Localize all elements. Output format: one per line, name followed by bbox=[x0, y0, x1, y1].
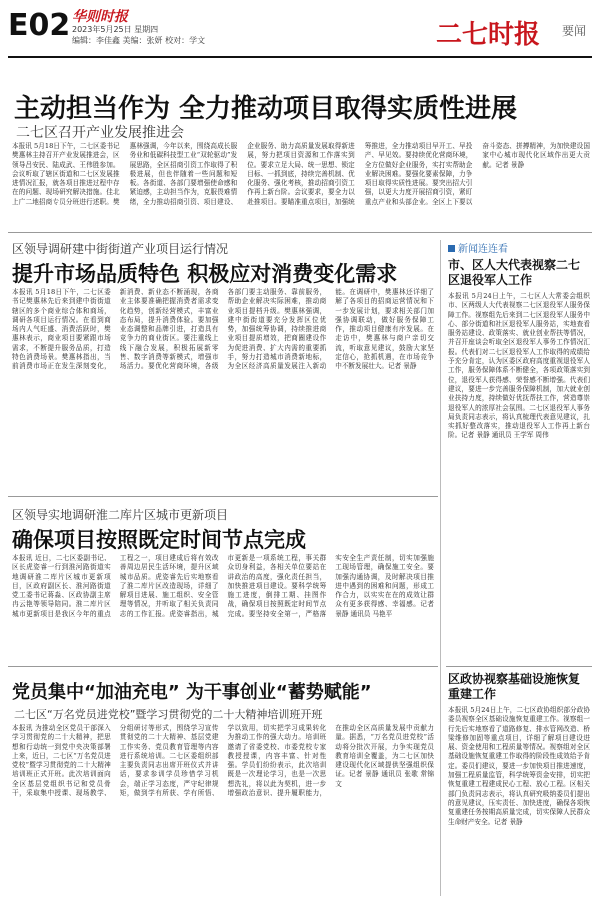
date-text: 2023年5月25日 星期四 bbox=[72, 25, 159, 34]
article3-kicker: 区领导实地调研淮二库片区城市更新项目 bbox=[12, 508, 229, 522]
article4-headline: 党员集中“加油充电” 为干事创业“蓄势赋能” bbox=[12, 682, 372, 703]
article2-kicker: 区领导调研建中街街道产业项目运行情况 bbox=[12, 242, 229, 256]
lead-headline: 主动担当作为 全力推动项目取得实质性进展 bbox=[14, 94, 518, 124]
paper-name: 二七时报 bbox=[435, 20, 540, 50]
sidebar-item2-title: 区政协视察基础设施恢复重建工作 bbox=[448, 672, 581, 701]
separator bbox=[8, 496, 438, 497]
sidebar-item1-body: 本报讯 5月24日上午，二七区人大常委会组织市、区两级人大代表视察二七区退役军人服务保障工作。视察组先后来到二七区退役军人服务中心、部分街道和社区退役军人服务站，实地查看服务站建设、政策落实、就业创业帮扶等情况，并召开座谈会听取全区退役军人事务工作情况汇报。代表们对二七区退役军人工作取得的成绩给予充分肯定，认为区委区政府高度重视退役军人工作，服务保障体系不断健全，各项政策落实到位，退役军人获得感、荣誉感不断增强。代表们建议，要进一步完善服务保障机制，加大就业创业扶持力度，持续做好优抚帮扶工作，营造尊崇退役军人的浓厚社会氛围。二七区退役军人事务局负责同志表示，将认真梳理代表意见建议，扎实抓好整改落实，推动退役军人工作再上新台阶。记者 景静 通讯员 王学军 周伟 bbox=[448, 292, 590, 440]
separator bbox=[8, 666, 438, 667]
sidebar-tag bbox=[448, 240, 508, 255]
separator bbox=[8, 232, 592, 233]
square-icon bbox=[448, 245, 455, 252]
sidebar-tag-text: 新闻连连看 bbox=[458, 244, 508, 255]
lead-body: 本报讯 5月18日下午，二七区委书记樊惠林主持召开产业发展推进会，区领导吕安民、陆成武、王伟胜参加。会议听取了辖区街道和二七区发展推进情况汇报，就各项目推进过程中存在的问题、现场研究解决措施。佳北上广二地招商专员分班进行述职。樊惠林强调，今年以来，围绕高成长服务业和低碳科技型工业“双轮驱动”发展思路，全区招商引资工作取得了积极进展，但也伴随着一些问题和短板。各街道、各部门要增强使命感和紧迫感，主动担当作为，克服畏难情绪，全力推动招商引资、项目建设、企业服务、助力高质量发展取得新进展，努力把项目资源和工作落实到位。要求立足大局、统一思想、锁定目标、一抓到底，持续完善机制、优化服务、强化考核，推动招商引资工作再上新台阶。会议要求，要全力以赴推项目。要瞄准重点项目，加强统筹推进，全力推动项目早开工、早投产、早见效。要持续优化营商环境，全方位做好企业服务，实打实帮助企业解决困难。要强化要素保障，力争项目取得实质性进展。要突出招大引强，以更大力度开展招商引资，紧盯重点产业和头部企业。全区上下要以奋斗姿态、拼搏精神，为加快建设国家中心城市现代化区域作出更大贡献。记者 景静 bbox=[12, 142, 590, 206]
section-name: 要闻 bbox=[561, 24, 586, 38]
sidebar-item1-title: 市、区人大代表视察二七区退役军人工作 bbox=[448, 258, 581, 287]
sidebar-divider bbox=[440, 240, 441, 896]
date-line bbox=[72, 24, 205, 46]
article2-headline: 提升市场品质特色 积极应对消费变化需求 bbox=[12, 262, 398, 286]
header-rule bbox=[8, 56, 592, 58]
separator bbox=[446, 666, 592, 667]
article2-body: 本报讯 5月18日下午，二七区委书记樊惠林先后来到建中街街道辖区的多个商业综合体和商场，调研各项目运行情况。在看到商场内人气旺盛、消费活跃时，樊惠林表示，商业项目要紧跟市场需求，不断提升服务品质，打造特色消费场景。樊惠林指出，当前消费市场正在发生深刻变化，新消费、新业态不断涌现，各商业主体要准确把握消费者需求变化趋势，创新经营模式，丰富业态布局，提升消费体验。要加强业态调整和品牌引进，打造具有竞争力的商业街区。要注重线上线下融合发展，积极拓展新零售、数字消费等新模式，增强市场活力。要优化营商环境，各级各部门要主动服务、靠前服务，帮助企业解决实际困难，推动商业项目提档升级。樊惠林强调，建中街街道要充分发挥区位优势，加强统筹协调，持续推进商业项目提质增效，把商圈建设作为促进消费、扩大内需的重要抓手，努力打造城市消费新地标，为全区经济高质量发展注入新动能。在调研中，樊惠林还详细了解了各项目的招商运营情况和下一步发展计划，要求相关部门加强协调联动，做好服务保障工作，推动项目健康有序发展。在走访中，樊惠林与商户亲切交流，听取意见建议，鼓励大家坚定信心，抢抓机遇，在市场竞争中不断发展壮大。记者 景静 bbox=[12, 288, 434, 371]
editors-text: 编辑：李佳鑫 美编：张妍 校对：学文 bbox=[72, 36, 206, 45]
sidebar-item2-body: 本报讯 5月24日上午，二七区政协组织部分政协委员视察全区基础设施恢复重建工作。视察组一行先后实地察看了道路修复、排水管网改造、桥梁维修加固等重点项目，详细了解项目建设进展、资金使用和工程质量等情况。视察组对全区基础设施恢复重建工作取得的阶段性成效给予肯定。委员们建议，要进一步加快项目推进速度，加强工程质量监管，科学统筹资金安排，切实把恢复重建工程建成民心工程、放心工程。区相关部门负责同志表示，将认真研究吸纳委员们提出的意见建议，压实责任、加快进度，确保各项恢复重建任务按期高质量完成，切实保障人民群众生命财产安全。记者 景静 bbox=[448, 706, 590, 826]
article4-body: 本报讯 为推动全区党员干部深入学习贯彻党的二十大精神，把思想和行动统一到党中央决策部署上来，近日，二七区“万名党员进党校”暨学习贯彻党的二十大精神培训班正式开班。此次培训面向全区基层党组织书记和党员骨干，采取集中授课、现场教学、分组研讨等形式，围绕学习宣传贯彻党的二十大精神、基层党建工作实务、党员教育管理等内容进行系统培训。二七区委组织部主要负责同志出席开班仪式并讲话，要求参训学员珍惜学习机会，端正学习态度，严守纪律规矩，做到学有所获、学有所悟、学以致用，切实把学习成果转化为推动工作的强大动力。培训班邀请了省委党校、市委党校专家教授授课，内容丰富、针对性强。学员们纷纷表示，此次培训既是一次理论学习，也是一次思想洗礼，将以此为契机，进一步增强政治意识、提升履职能力，在推动全区高质量发展中贡献力量。据悉，“万名党员进党校”活动将分批次开展，力争实现党员教育培训全覆盖，为二七区加快建设现代化区域提供坚强组织保证。记者 景静 通讯员 张歌 常锦文 bbox=[12, 724, 434, 798]
paper-logo: 华则时报 bbox=[72, 9, 128, 25]
edition-number: E02 bbox=[8, 8, 71, 43]
article4-subtitle: 二七区“万名党员进党校”暨学习贯彻党的二十大精神培训班开班 bbox=[14, 708, 323, 721]
lead-subtitle: 二七区召开产业发展推进会 bbox=[16, 125, 184, 141]
article3-body: 本报讯 近日，二七区委副书记、区长虎姿睿一行到淮河路街道实地调研淮二库片区城市更新项目，区政府副区长、淮河路街道党工委书记蒋淼、区政协副主席冉云艳等领导陪同。淮二库片区城市更新项目是我区今年的重点工程之一，项目建成后将有效改善周边居民生活环境，提升区域城市品质。虎姿睿先后实地察看了淮二库片区改造现场，详细了解项目进展、施工组织、安全管理等情况，并听取了相关负责同志的工作汇报。虎姿睿指出，城市更新是一项系统工程，事关群众切身利益，各相关单位要站在讲政治的高度，强化责任担当，加快推进项目建设。要科学统筹施工进度，倒排工期、挂图作战，确保项目按照既定时间节点完成。要坚持安全第一，严格落实安全生产责任制，切实加强施工现场管理，确保施工安全。要加强沟通协调，及时解决项目推进中遇到的困难和问题，形成工作合力，以实实在在的成效让群众有更多获得感、幸福感。记者 景静 通讯员 马艳平 bbox=[12, 554, 434, 618]
article3-headline: 确保项目按照既定时间节点完成 bbox=[12, 528, 306, 552]
